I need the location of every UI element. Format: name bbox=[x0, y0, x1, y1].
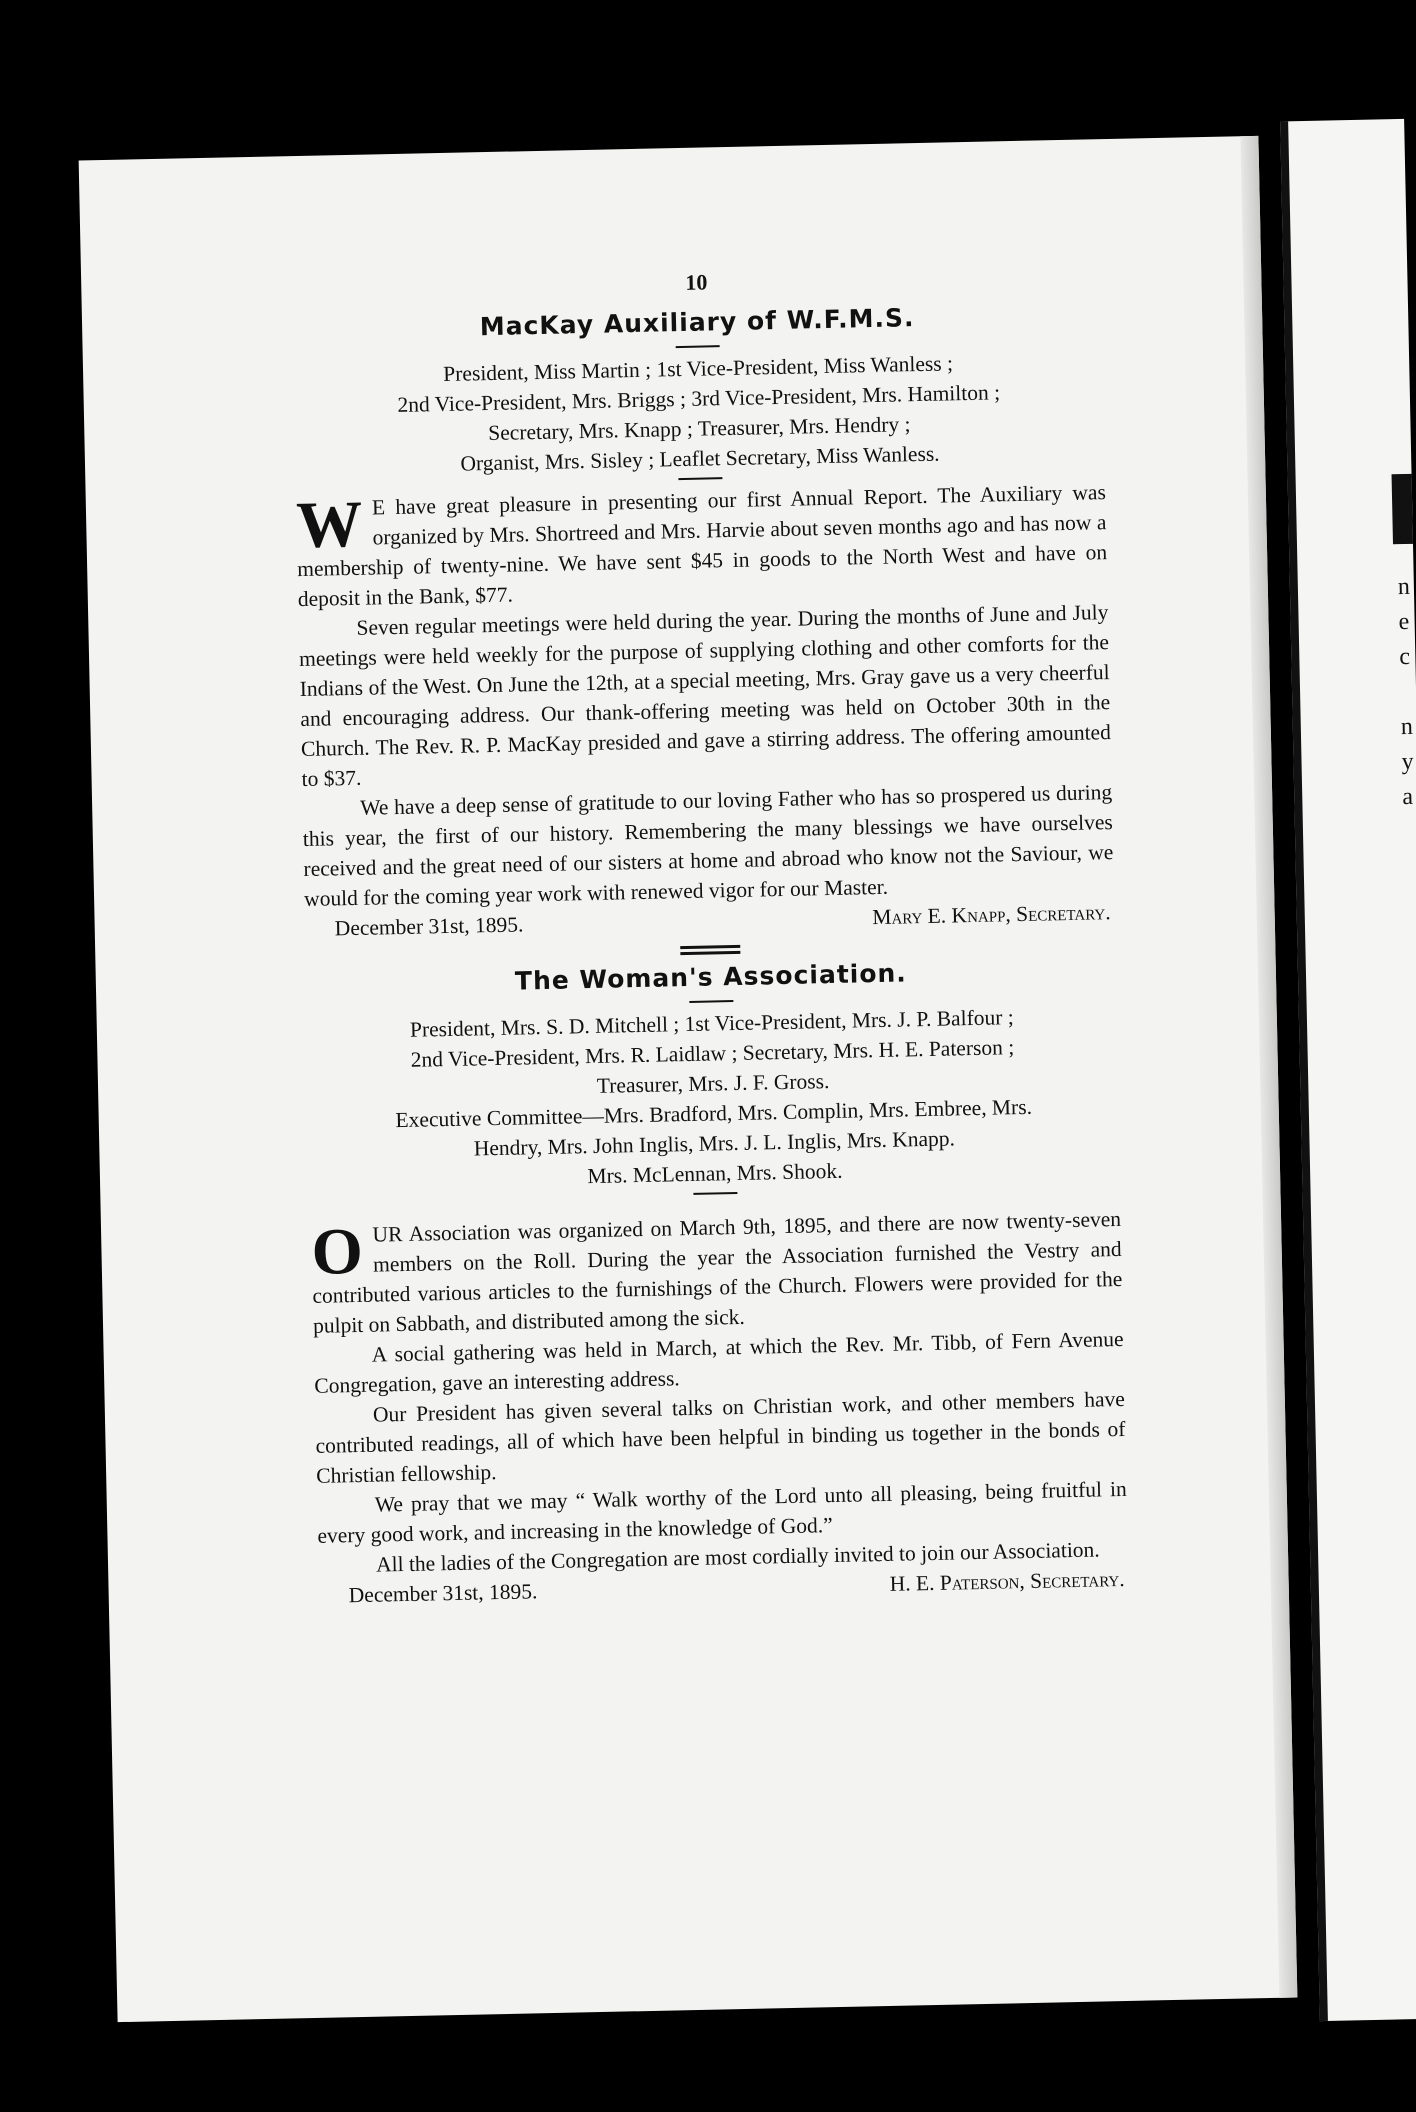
report-paragraph: Our President has given several talks on Christian work, and other members have contributed readings, all of which have been helpful in binding us together in the bonds of Christian fellowship. bbox=[315, 1386, 1126, 1488]
officers-list-wfms bbox=[293, 345, 1105, 482]
report-paragraph: We pray that we may “ Walk worthy of the Lord unto all pleasing, being fruitful in every good work, and increasing in the knowledge of God.” bbox=[317, 1476, 1127, 1548]
adjacent-page bbox=[1280, 119, 1416, 2021]
officers-line: 2nd Vice-President, Mrs. R. Laidlaw ; Secretary, Mrs. H. E. Paterson ; bbox=[410, 1035, 1015, 1072]
section-heading-wfms: MacKay Auxiliary of W.F.M.S. bbox=[479, 303, 915, 342]
adjacent-text-fragment: y bbox=[1401, 748, 1414, 776]
report-paragraph: A social gathering was held in March, at which the Rev. Mr. Tibb, of Fern Avenue Congregation, gave an interesting address. bbox=[314, 1326, 1124, 1398]
officers-line: Organist, Mrs. Sisley ; Leaflet Secretary, Miss Wanless. bbox=[460, 441, 940, 476]
section-rule bbox=[693, 1192, 737, 1195]
section-divider bbox=[680, 945, 740, 949]
report-paragraph: Seven regular meetings were held during the year. During the months of June and July meetings were held weekly for the purpose of supplying clothing and other comforts for the Indians of the West. On June the 12th, at a special meeting, Mrs. Gray gave us a very cheerful and encouraging address. Our thank-offering meeting was held on October 30th in the Church. The Rev. R. P. MacKay presided and gave a stirring address. The offering amounted to $37. bbox=[298, 600, 1112, 792]
officers-line: Secretary, Mrs. Knapp ; Treasurer, Mrs. Hendry ; bbox=[488, 412, 911, 446]
page-number: 10 bbox=[685, 269, 708, 295]
paragraph-text: UR Association was organized on March 9th, 1895, and there are now twenty-seven members on the Roll. During the year the Association furnished the Vestry and contributed various articles to the furnishings of the Church. Flowers were provided for the pulpit on Sabbath, and distributed among the sick. bbox=[312, 1206, 1123, 1338]
section-rule bbox=[678, 477, 722, 480]
secretary-signature: H. E. Paterson, Secretary. bbox=[889, 1566, 1125, 1596]
book-page bbox=[79, 136, 1298, 2022]
officers-line: Treasurer, Mrs. J. F. Gross. bbox=[596, 1069, 830, 1098]
page-content bbox=[291, 259, 1129, 1611]
officers-list-association bbox=[307, 1000, 1121, 1197]
officers-line: President, Miss Martin ; 1st Vice-President, Miss Wanless ; bbox=[443, 351, 954, 386]
section-heading-womans-association: The Woman's Association. bbox=[514, 958, 908, 996]
adjacent-text-fragment: n bbox=[1397, 573, 1411, 601]
adjacent-text-fragment: e bbox=[1398, 608, 1410, 636]
drop-cap: O bbox=[310, 1214, 364, 1289]
report-paragraph: We have a deep sense of gratitude to our loving Father who has so prospered us during this year, the first of our history. Remembering the many blessings we have ourselves received and the great need of our sisters at home and abroad who know not the Saviour, we would for the coming year work with renewed vigor for our Master. bbox=[302, 780, 1114, 911]
officers-line: President, Mrs. S. D. Mitchell ; 1st Vice-President, Mrs. J. P. Balfour ; bbox=[409, 1005, 1014, 1042]
adjacent-text-fragment: a bbox=[1402, 783, 1414, 811]
adjacent-text-fragment: c bbox=[1399, 643, 1411, 671]
adjacent-page-letter-fragment bbox=[1392, 474, 1413, 544]
drop-cap: W bbox=[295, 487, 364, 563]
report-paragraph bbox=[311, 1204, 1123, 1341]
adjacent-text-fragment: n bbox=[1400, 713, 1414, 741]
officers-line: Mrs. McLennan, Mrs. Shook. bbox=[587, 1158, 843, 1189]
heading-rule bbox=[689, 1000, 733, 1003]
officers-line: 2nd Vice-President, Mrs. Briggs ; 3rd Vice-President, Mrs. Hamilton ; bbox=[397, 380, 1001, 417]
heading-rule bbox=[676, 345, 720, 348]
secretary-signature: Mary E. Knapp, Secretary. bbox=[872, 900, 1111, 930]
report-paragraph bbox=[296, 477, 1108, 614]
officers-line: Executive Committee—Mrs. Bradford, Mrs. Complin, Mrs. Embree, Mrs. bbox=[395, 1094, 1033, 1133]
paragraph-text: E have great pleasure in presenting our first Annual Report. The Auxiliary was organized by Mrs. Shortreed and Mrs. Harvie about seven months ago and has now a membership of twenty-nine. We have sent $45 in goods to the North West and have on deposit in the Bank, $77. bbox=[296, 480, 1108, 612]
report-date: December 31st, 1895. bbox=[334, 912, 524, 941]
report-date: December 31st, 1895. bbox=[348, 1579, 538, 1608]
officers-line: Hendry, Mrs. John Inglis, Mrs. J. L. Inglis, Mrs. Knapp. bbox=[473, 1126, 956, 1161]
report-paragraph: All the ladies of the Congregation are most cordially invited to join our Association. bbox=[375, 1537, 1100, 1577]
